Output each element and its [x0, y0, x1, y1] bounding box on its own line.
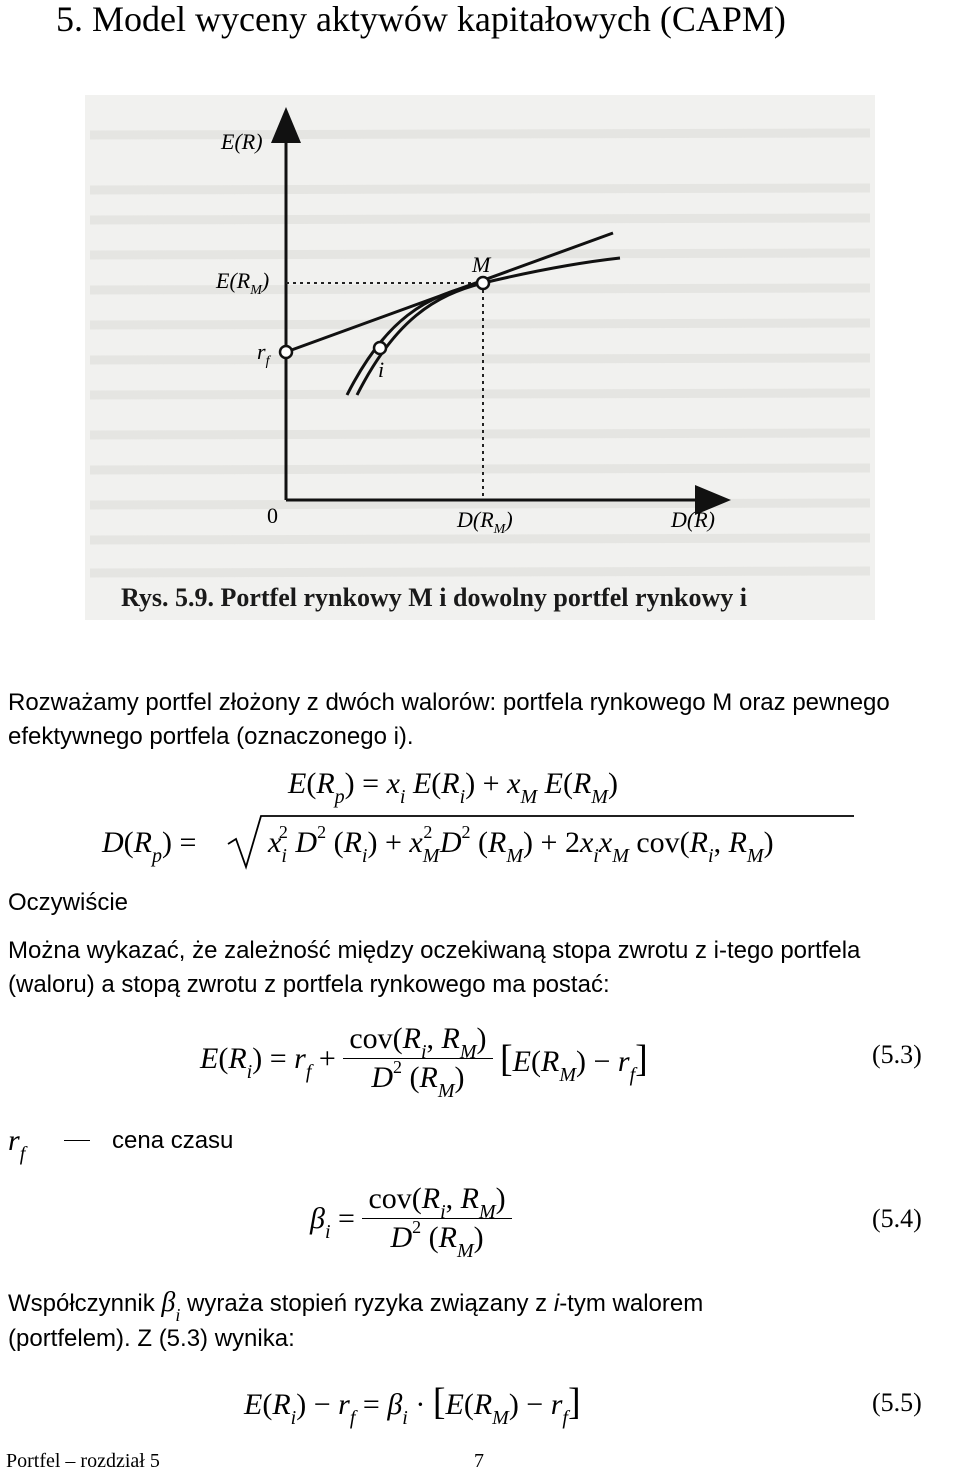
equation-expected-return-portfolio: $E(R_p) = x_i$ $E(R_i) + x_M$ $E(R_M)$ — [288, 767, 618, 808]
drm-label: $D(R_M)$ — [457, 507, 513, 537]
paragraph-beta — [8, 1286, 928, 1356]
equation-risk-portfolio: $D(R_p)$ = — [102, 826, 197, 867]
equation-number-5-3: (5.3) — [872, 1040, 922, 1069]
equation-number-5-5: (5.5) — [872, 1388, 922, 1417]
page-heading: 5. Model wyceny aktywów kapitałowych (CAPM) — [56, 0, 786, 39]
rf-symbol: $r_f$ — [8, 1124, 26, 1165]
point-i — [374, 342, 386, 354]
paragraph-beta-e: (portfelem). Z (5.3) wynika: — [8, 1325, 295, 1352]
paragraph-beta-b: wyraża stopień ryzyka związany z — [187, 1290, 548, 1317]
equation-5-4: $\beta_i$ = $\frac{cov(R_i, R_M)}{D^2 (R_M)}$ — [310, 1182, 512, 1255]
capm-diagram — [85, 95, 875, 620]
paragraph-beta-c: i — [553, 1290, 560, 1317]
paragraph-intro: Rozważamy portfel złożony z dwóch walorów: portfela rynkowego M oraz pewnego efektywnego portfela (oznaczonego i). — [8, 689, 890, 750]
equation-5-5: $E(R_i) - r_f = \beta_i \cdot [E(R_M) - r_f]$ — [244, 1381, 581, 1429]
point-m-label: M — [472, 252, 491, 277]
figure-scan — [85, 95, 875, 620]
rf-definition: cena czasu — [112, 1127, 234, 1154]
equation-number-5-4: (5.4) — [872, 1204, 922, 1233]
erm-label: $E(R_M)$ — [216, 268, 270, 298]
y-axis-label: E(R) — [221, 129, 263, 154]
rf-label: $r_f$ — [257, 339, 270, 369]
equation-5-3: $E(R_i) = r_f$ + $\frac{cov(R_i, R_M)}{D^2 (R_M)}$ $[E(R_M) - r_f]$ — [200, 1022, 648, 1102]
paragraph-beta-d: -tym walorem — [559, 1290, 704, 1317]
footer-page-number: 7 — [474, 1450, 484, 1472]
beta-symbol: $\beta_i$ — [161, 1287, 181, 1325]
figure-caption: Rys. 5.9. Portfel rynkowy M i dowolny portfel rynkowy i — [121, 583, 747, 612]
footer-left: Portfel – rozdział 5 — [6, 1450, 160, 1472]
origin-label: 0 — [267, 503, 278, 528]
paragraph-beta-a: Współczynnik — [8, 1290, 155, 1317]
x-axis-label: D(R) — [671, 507, 715, 532]
point-rf — [280, 346, 292, 358]
point-m — [477, 277, 489, 289]
point-i-label: i — [378, 357, 385, 382]
rf-dash — [64, 1140, 90, 1141]
paragraph-relationship: Można wykazać, że zależność między oczekiwaną stopa zwrotu z i-tego portfela (waloru) a stopą zwrotu z portfela rynkowego ma postać: — [8, 937, 861, 998]
label-oczywiscie: Oczywiście — [8, 889, 129, 916]
equation-risk-radicand: $x_i^2$ $D^2$ $(R_i) + x_M^2$ $D^2$ $(R_M) + 2x_ix_M$ $cov(R_i$, $R_M$) — [268, 822, 774, 867]
portfolio-i-curve — [357, 283, 483, 395]
